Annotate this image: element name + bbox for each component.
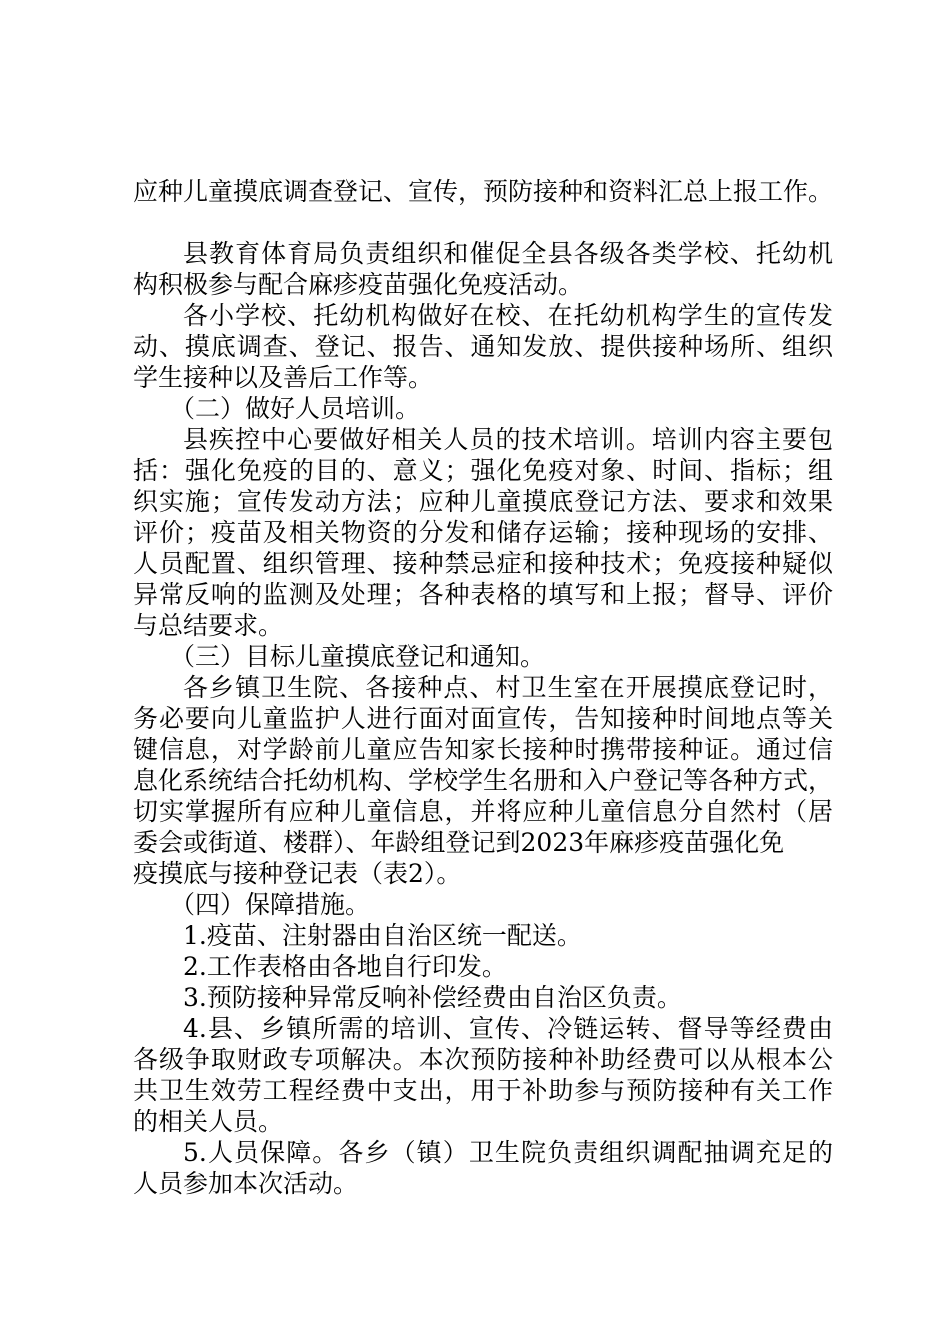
paragraph-line: 县教育体育局负责组织和催促全县各级各类学校、托幼机	[183, 239, 833, 268]
paragraph-line: 动、摸底调查、登记、报告、通知发放、提供接种场所、组织	[133, 332, 833, 361]
paragraph-line: 人员配置、组织管理、接种禁忌症和接种技术；免疫接种疑似	[133, 549, 833, 578]
list-item: 1.疫苗、注射器由自治区统一配送。	[183, 921, 582, 950]
paragraph-line: 织实施；宣传发动方法；应种儿童摸底登记方法、要求和效果	[133, 487, 833, 516]
paragraph-line: 各乡镇卫生院、各接种点、村卫生室在开展摸底登记时，	[183, 673, 833, 702]
paragraph-line: 评价；疫苗及相关物资的分发和储存运输；接种现场的安排、	[133, 518, 833, 547]
paragraph-line: 应种儿童摸底调查登记、宣传，预防接种和资料汇总上报工作。	[133, 177, 833, 206]
paragraph-line: 务必要向儿童监护人进行面对面宣传，告知接种时间地点等关	[133, 704, 833, 733]
section-heading: （四）保障措施。	[170, 890, 371, 919]
list-item: 3.预防接种异常反响补偿经费由自治区负责。	[183, 983, 682, 1012]
paragraph-line: 县疾控中心要做好相关人员的技术培训。培训内容主要包	[183, 425, 833, 454]
paragraph-line: 键信息，对学龄前儿童应告知家长接种时携带接种证。通过信	[133, 735, 833, 764]
paragraph-line: 构积极参与配合麻疹疫苗强化免疫活动。	[133, 270, 584, 299]
paragraph-line: 异常反响的监测及处理；各种表格的填写和上报；督导、评价	[133, 580, 833, 609]
paragraph-line: 各小学校、托幼机构做好在校、在托幼机构学生的宣传发	[183, 301, 833, 330]
paragraph-line: 共卫生效劳工程经费中支出，用于补助参与预防接种有关工作	[133, 1076, 833, 1105]
list-item: 4.县、乡镇所需的培训、宣传、冷链运转、督导等经费由	[183, 1014, 833, 1043]
paragraph-line: 人员参加本次活动。	[133, 1169, 359, 1198]
list-item: 2.工作表格由各地自行印发。	[183, 952, 507, 981]
paragraph-line: 切实掌握所有应种儿童信息，并将应种儿童信息分自然村（居	[133, 797, 833, 826]
paragraph-line: 学生接种以及善后工作等。	[133, 363, 434, 392]
list-item: 5.人员保障。各乡（镇）卫生院负责组织调配抽调充足的	[183, 1138, 833, 1167]
paragraph-line: 委会或街道、楼群）、年龄组登记到2023年麻疹疫苗强化免	[133, 828, 785, 857]
section-heading: （二）做好人员培训。	[170, 394, 421, 423]
paragraph-line: 括：强化免疫的目的、意义；强化免疫对象、时间、指标；组	[133, 456, 833, 485]
paragraph-line: 各级争取财政专项解决。本次预防接种补助经费可以从根本公	[133, 1045, 833, 1074]
section-heading: （三）目标儿童摸底登记和通知。	[170, 642, 546, 671]
paragraph-line: 的相关人员。	[133, 1107, 284, 1136]
paragraph-line: 疫摸底与接种登记表（表2）。	[133, 859, 462, 888]
paragraph-line: 与总结要求。	[133, 611, 284, 640]
paragraph-line: 息化系统结合托幼机构、学校学生名册和入户登记等各种方式，	[133, 766, 833, 795]
